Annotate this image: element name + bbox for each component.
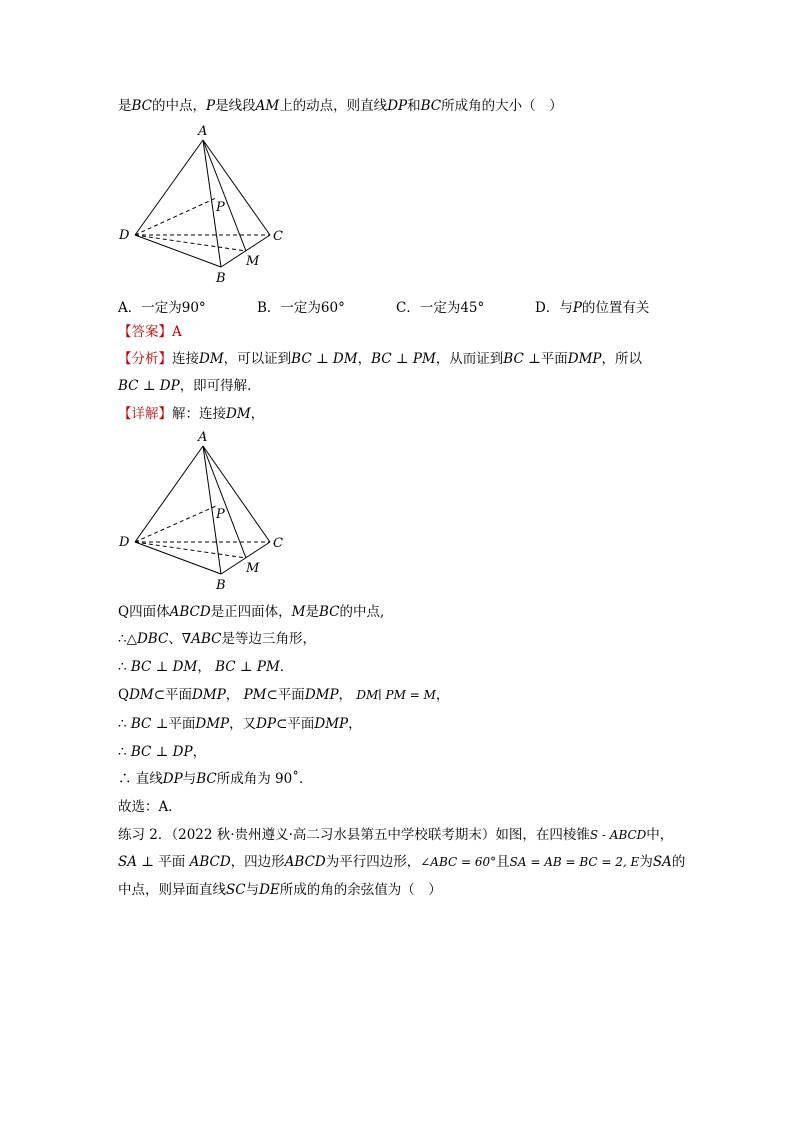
exercise-line-3: 中点，则异面直线SC与DE所成的角的余弦值为（ ） (118, 882, 442, 898)
proof-step-7: ∴ 直线DP与BC所成角为 90˚． (118, 771, 313, 787)
analysis-line-1: 【分析】连接DM，可以证到BC ⊥ DM，BC ⊥ PM，从而证到BC ⊥平面DMP，所以 (118, 351, 643, 367)
proof-step-2: ∴△DBC、∇ABC是等边三角形， (118, 631, 316, 647)
label-A: A (198, 124, 208, 139)
label-D: D (119, 535, 130, 550)
proof-step-1: Q四面体ABCD是正四面体，M是BC的中点, (118, 604, 385, 620)
label-P: P (216, 507, 225, 522)
proof-step-5: ∴ BC ⊥平面DMP，又DP⊂平面DMP， (118, 716, 362, 732)
detail-line: 【详解】解：连接DM， (118, 406, 265, 422)
option-a: A．一定为90° (118, 300, 206, 316)
answer-line: 【答案】A (118, 324, 182, 340)
problem-stem: 是BC的中点，P是线段AM上的动点，则直线DP和BC所成角的大小（ ） (118, 98, 563, 114)
proof-step-6: ∴ BC ⊥ DP， (118, 744, 207, 760)
label-C: C (273, 229, 283, 244)
label-M: M (246, 561, 260, 576)
exercise-line-1: 练习 2．（2022 秋·贵州遵义·高二习水县第五中学校联考期末）如图，在四棱锥S - ABCD中， (118, 827, 674, 843)
proof-step-4: QDM⊂平面DMP， PM⊂平面DMP， DM∣ PM = M， (118, 687, 450, 703)
conclusion: 故选：A． (118, 799, 182, 815)
option-d: D．与P的位置有关 (535, 300, 650, 316)
tetrahedron-figure-1 (112, 118, 297, 288)
label-A: A (198, 430, 208, 445)
label-M: M (246, 254, 260, 269)
label-B: B (216, 578, 226, 593)
analysis-line-2: BC ⊥ DP，即可得解． (118, 378, 261, 394)
proof-step-3: ∴ BC ⊥ DM， BC ⊥ PM． (118, 659, 294, 675)
label-P: P (216, 200, 225, 215)
label-C: C (273, 536, 283, 551)
tetrahedron-figure-2 (112, 424, 297, 594)
label-D: D (119, 228, 130, 243)
option-b: B．一定为60° (257, 300, 345, 316)
option-c: C．一定为45° (396, 300, 485, 316)
exercise-line-2: SA ⊥ 平面 ABCD，四边形ABCD为平行四边形，∠ABC = 60°且SA = AB = BC = 2, E为SA的 (118, 854, 686, 870)
label-B: B (216, 271, 226, 286)
